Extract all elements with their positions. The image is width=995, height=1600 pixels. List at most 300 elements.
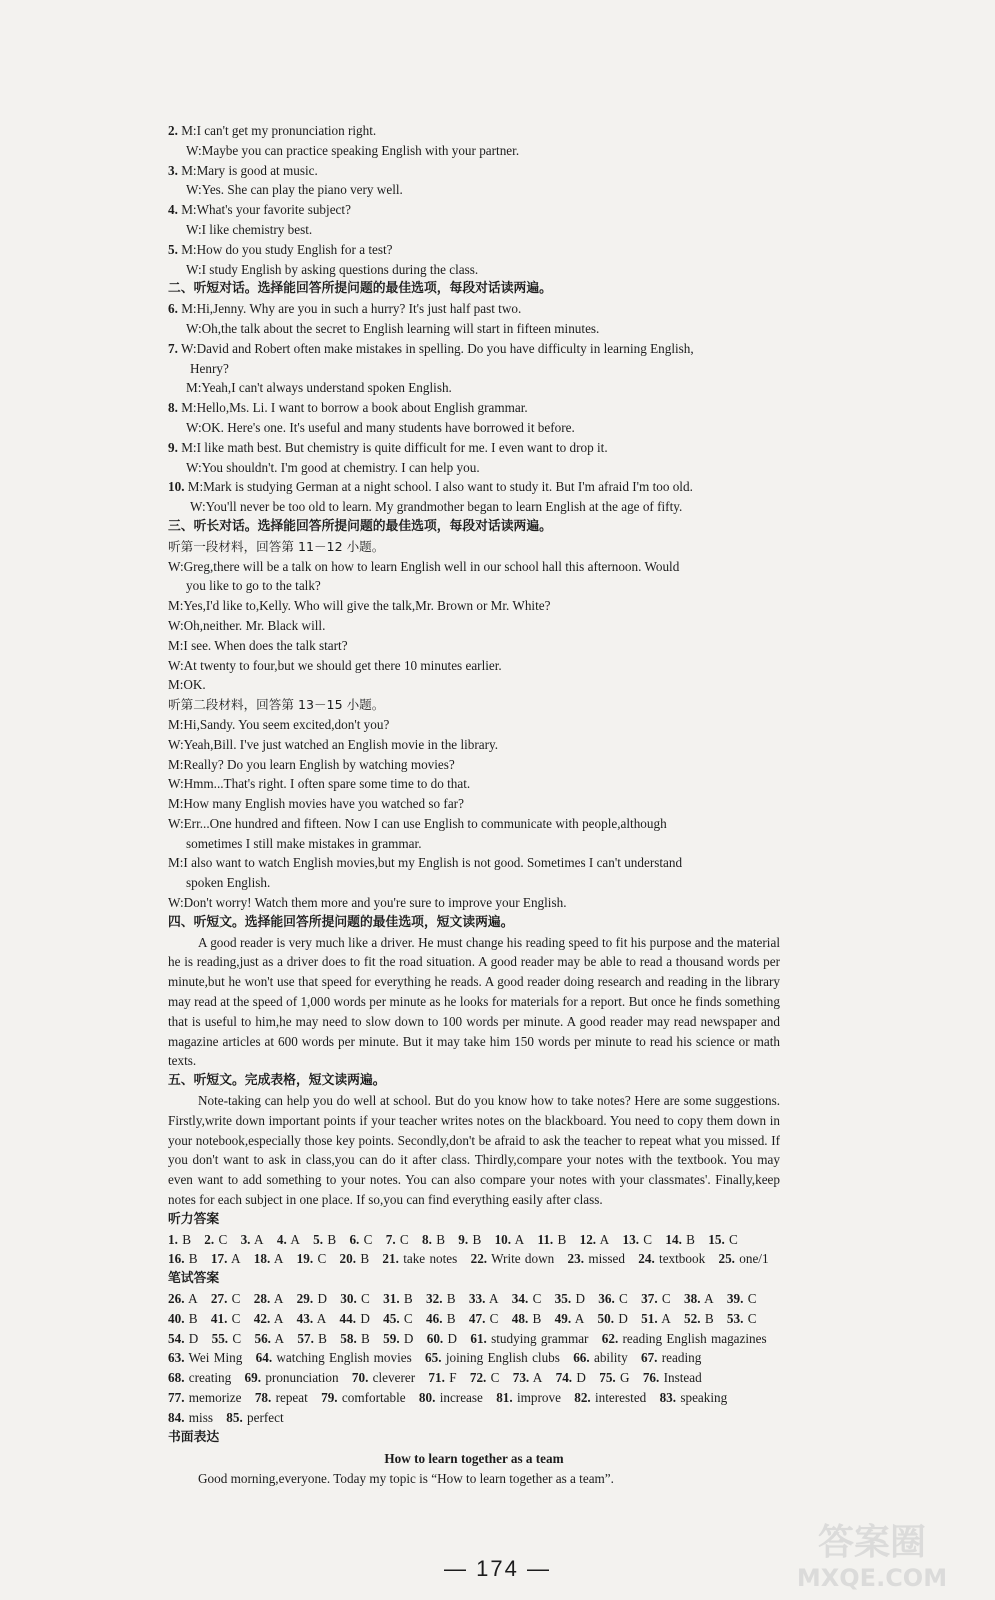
answer-number: 43.	[296, 1310, 314, 1326]
answer-number: 1.	[168, 1231, 178, 1247]
answer-value: reading	[661, 1350, 702, 1366]
answer-item	[641, 1350, 701, 1365]
answer-item	[469, 1291, 499, 1306]
answer-value: A	[661, 1310, 671, 1326]
answer-number: 56.	[254, 1330, 271, 1346]
answer-item	[537, 1232, 566, 1247]
essay-first-line: Good morning,everyone. Today my topic is “How to learn together as a team”.	[198, 1471, 614, 1487]
answer-value: C	[747, 1310, 757, 1326]
watermark-cn: 答案圈	[817, 1522, 927, 1563]
answer-item	[428, 1370, 456, 1385]
answer-value: C	[490, 1370, 500, 1386]
line-text: W:Don't worry! Watch them more and you're sure to improve your English.	[168, 895, 567, 911]
answer-value: A	[254, 1231, 264, 1247]
line-text: W:Yeah,Bill. I've just watched an English movie in the library.	[168, 736, 499, 752]
question-number: 10.	[168, 479, 185, 495]
watermark-logo	[767, 1512, 977, 1592]
question-number: 2.	[168, 123, 178, 138]
line-text: spoken English.	[186, 875, 271, 891]
answer-number: 7.	[385, 1231, 396, 1247]
answer-number: 39.	[726, 1291, 744, 1307]
answer-number: 34.	[511, 1291, 529, 1307]
answer-item	[555, 1311, 585, 1326]
answer-item	[168, 1251, 198, 1266]
question-number: 3.	[168, 162, 178, 178]
transcript-line	[168, 398, 780, 418]
answer-item	[226, 1410, 283, 1425]
answer-item	[241, 1232, 264, 1247]
line-text: M:I also want to watch English movies,but my English is not good. Sometimes I can't understand	[168, 855, 683, 871]
answer-value: joining English clubs	[445, 1350, 560, 1366]
transcript-line	[168, 240, 780, 260]
answer-item	[340, 1331, 370, 1346]
answer-value: B	[472, 1231, 482, 1247]
answer-item	[168, 1410, 213, 1425]
answer-item	[212, 1331, 242, 1346]
answer-item	[352, 1370, 415, 1385]
answer-number: 51.	[641, 1310, 658, 1326]
answer-item	[470, 1331, 588, 1346]
answer-item	[684, 1311, 714, 1326]
transcript-line	[168, 735, 780, 755]
question-number: 4.	[168, 202, 178, 218]
answer-value: C	[361, 1291, 370, 1307]
answer-item	[168, 1370, 231, 1385]
answer-item	[211, 1291, 241, 1306]
answer-item	[254, 1311, 284, 1326]
answer-value: C	[532, 1291, 542, 1307]
answer-item	[426, 1311, 456, 1326]
transcript-line	[168, 853, 780, 873]
answer-value: C	[218, 1231, 228, 1247]
answer-number: 48.	[511, 1310, 529, 1326]
answer-item	[255, 1390, 308, 1405]
answer-item	[254, 1291, 284, 1306]
answer-value: B	[182, 1231, 191, 1247]
watermark-url: MXQE.COM	[796, 1564, 948, 1592]
answer-value: creating	[188, 1370, 232, 1386]
transcript-line	[168, 477, 780, 497]
answer-value: B	[686, 1231, 695, 1247]
line-text: 三、听长对话。选择能回答所提问题的最佳选项，每段对话读两遍。	[168, 518, 552, 534]
answer-number: 61.	[470, 1330, 487, 1346]
answer-number: 54.	[168, 1330, 185, 1346]
answer-value: Write down	[491, 1251, 555, 1267]
line-text: sometimes I still make mistakes in grammar.	[186, 835, 422, 851]
answer-value: D	[360, 1310, 370, 1326]
answer-number: 14.	[665, 1231, 682, 1247]
transcript-line	[168, 616, 780, 636]
answer-value: A	[316, 1310, 327, 1326]
answer-item	[211, 1311, 241, 1326]
answer-value: miss	[188, 1409, 213, 1425]
answer-item	[580, 1232, 610, 1247]
answer-number: 38.	[684, 1291, 701, 1307]
transcript-line	[168, 576, 780, 596]
answer-item	[340, 1311, 370, 1326]
answer-number: 20.	[339, 1251, 357, 1267]
essay-title: How to learn together as a team	[384, 1451, 564, 1467]
answer-value: studying grammar	[491, 1330, 589, 1346]
answer-number: 76.	[642, 1370, 660, 1386]
answer-number: 41.	[210, 1310, 228, 1326]
answer-number: 12.	[579, 1231, 597, 1247]
answer-number: 40.	[168, 1310, 185, 1326]
answer-value: A	[273, 1291, 284, 1307]
answer-item	[427, 1331, 457, 1346]
answer-number: 19.	[296, 1251, 314, 1267]
answer-item	[321, 1390, 406, 1405]
answer-value: F	[449, 1370, 457, 1386]
answer-item	[383, 1291, 413, 1306]
transcript-line	[168, 695, 780, 715]
answer-value: comfortable	[341, 1390, 406, 1405]
answer-value: memorize	[188, 1390, 242, 1405]
answer-number: 42.	[253, 1310, 271, 1326]
line-text: 四、听短文。选择能回答所提问题的最佳选项，短文读两遍。	[168, 914, 514, 930]
answer-number: 2.	[204, 1231, 215, 1247]
transcript-line	[168, 339, 780, 359]
line-text: W:Maybe you can practice speaking English with your partner.	[186, 142, 520, 158]
transcript-line	[168, 200, 780, 220]
line-text: W:At twenty to four,but we should get there 10 minutes earlier.	[168, 657, 502, 673]
transcript-line	[168, 774, 780, 794]
answer-number: 80.	[418, 1390, 436, 1405]
answer-number: 28.	[253, 1291, 271, 1307]
answer-item	[254, 1251, 284, 1266]
line-text: W:Hmm...That's right. I often spare some time to do that.	[168, 776, 471, 792]
transcript-line	[168, 458, 780, 478]
answer-number: 47.	[468, 1310, 486, 1326]
line-text: 听第二段材料，回答第 13－15 小题。	[168, 697, 385, 713]
transcript-line	[168, 378, 780, 398]
answer-value: D	[317, 1291, 327, 1307]
answer-number: 35.	[554, 1291, 572, 1307]
answer-number: 57.	[297, 1330, 314, 1346]
answer-number: 18.	[253, 1251, 271, 1267]
answer-value: improve	[516, 1390, 561, 1405]
answer-value: B	[327, 1231, 337, 1247]
answer-number: 33.	[468, 1291, 486, 1307]
answer-item	[708, 1232, 738, 1247]
answer-item	[512, 1291, 542, 1306]
answer-value: C	[317, 1251, 327, 1267]
answer-number: 72.	[469, 1370, 487, 1386]
transcript-line	[168, 755, 780, 775]
line-text: 二、听短对话。选择能回答所提问题的最佳选项，每段对话读两遍。	[168, 281, 552, 297]
answer-item	[727, 1311, 757, 1326]
line-text: W:I like chemistry best.	[186, 221, 313, 237]
question-number: 7.	[168, 340, 178, 356]
line-text: M:OK.	[168, 677, 206, 693]
answer-value: A	[488, 1291, 499, 1307]
answer-value: A	[574, 1310, 585, 1326]
transcript-line	[168, 675, 780, 695]
answer-value: one/1	[739, 1251, 769, 1267]
transcript-line	[168, 517, 780, 537]
answer-value: Instead	[663, 1370, 702, 1386]
answer-number: 81.	[496, 1390, 513, 1405]
answer-item	[638, 1251, 705, 1266]
answer-number: 65.	[425, 1350, 442, 1366]
answer-number: 46.	[426, 1310, 443, 1326]
transcript-line	[168, 438, 780, 458]
answer-number: 36.	[598, 1291, 615, 1307]
answer-number: 5.	[313, 1231, 324, 1247]
answer-number: 3.	[240, 1231, 251, 1247]
answer-item	[297, 1311, 327, 1326]
answer-item	[512, 1311, 542, 1326]
answer-number: 10.	[494, 1231, 512, 1247]
answer-value: C	[403, 1310, 413, 1326]
line-text: M:Mary is good at music.	[177, 162, 318, 178]
line-text: W:I study English by asking questions during the class.	[186, 261, 479, 277]
transcript-line	[168, 141, 780, 161]
answer-item	[383, 1311, 413, 1326]
answer-number: 25.	[718, 1251, 735, 1267]
line-text: W:You'll never be too old to learn. My grandmother began to learn English at the age of fifty.	[190, 499, 683, 515]
answer-item	[168, 1350, 242, 1365]
answer-item	[254, 1331, 284, 1346]
answer-value: D	[576, 1370, 586, 1386]
answer-item	[513, 1370, 543, 1385]
answer-number: 67.	[640, 1350, 658, 1366]
answer-value: D	[575, 1291, 585, 1307]
answer-item	[684, 1291, 714, 1306]
line-text: W:David and Robert often make mistakes in spelling. Do you have difficulty in learning English,	[177, 340, 694, 356]
question-number: 5.	[168, 241, 178, 257]
answer-value: watching English movies	[276, 1350, 412, 1366]
answer-item	[602, 1331, 767, 1346]
answer-value: B	[188, 1310, 198, 1326]
answer-value: B	[446, 1291, 456, 1307]
transcript-line	[168, 636, 780, 656]
answer-value: C	[619, 1291, 628, 1307]
transcript-line	[168, 596, 780, 616]
answer-number: 13.	[622, 1231, 639, 1247]
answer-value: A	[274, 1330, 285, 1346]
line-text: M:I can't get my pronunciation right.	[177, 123, 377, 138]
answer-number: 4.	[276, 1231, 287, 1247]
answer-item	[426, 1291, 456, 1306]
answer-number: 21.	[382, 1251, 399, 1267]
answer-number: 15.	[708, 1231, 725, 1247]
answer-number: 49.	[554, 1310, 572, 1326]
answer-item	[573, 1350, 627, 1365]
line-text: W:Oh,neither. Mr. Black will.	[168, 617, 326, 633]
answer-number: 62.	[601, 1330, 619, 1346]
answer-number: 45.	[383, 1310, 400, 1326]
answer-item	[168, 1291, 198, 1306]
answer-number: 29.	[296, 1291, 314, 1307]
answer-value: C	[643, 1231, 653, 1247]
answer-item	[211, 1251, 241, 1266]
answer-value: C	[231, 1291, 241, 1307]
answer-item	[599, 1370, 629, 1385]
answer-value: B	[436, 1231, 445, 1247]
transcript-line	[168, 913, 780, 933]
answer-number: 75.	[599, 1370, 616, 1386]
page-number: — 174 —	[444, 1556, 551, 1581]
transcript-line	[168, 359, 780, 379]
question-number: 6.	[168, 301, 178, 317]
answer-value: interested	[595, 1390, 647, 1405]
answer-number: 11.	[537, 1231, 554, 1247]
answer-number: 77.	[168, 1390, 185, 1405]
answer-value: B	[446, 1310, 456, 1326]
line-text: M:I like math best. But chemistry is quite difficult for me. I even want to drop it.	[177, 439, 608, 455]
answer-value: C	[729, 1231, 738, 1247]
line-text: W:You shouldn't. I'm good at chemistry. I can help you.	[186, 459, 480, 475]
answer-item	[556, 1370, 586, 1385]
answer-value: C	[363, 1231, 373, 1247]
line-text: M:Mark is studying German at a night school. I also want to study it. But I'm afraid I'm too old.	[184, 479, 693, 495]
line-text: W:Yes. She can play the piano very well.	[186, 182, 403, 198]
answer-value: C	[747, 1291, 757, 1307]
answer-number: 32.	[426, 1291, 443, 1307]
answer-number: 78.	[254, 1390, 272, 1405]
answer-value: A	[273, 1310, 284, 1326]
answer-value: A	[290, 1231, 300, 1247]
answer-number: 74.	[555, 1370, 573, 1386]
answer-number: 17.	[210, 1251, 228, 1267]
answer-item	[469, 1311, 499, 1326]
answer-item	[598, 1311, 628, 1326]
line-text: Henry?	[190, 360, 229, 376]
answer-number: 69.	[244, 1370, 262, 1386]
answer-value: G	[620, 1370, 630, 1386]
answer-item	[660, 1390, 728, 1405]
transcript-line	[168, 161, 780, 181]
answer-number: 79.	[321, 1390, 338, 1405]
answer-value: perfect	[247, 1409, 284, 1425]
answer-value: A	[532, 1370, 543, 1386]
answer-number: 59.	[383, 1330, 400, 1346]
transcript-line	[168, 814, 780, 834]
line-text: M:Hi,Sandy. You seem excited,don't you?	[168, 716, 390, 732]
answer-item	[419, 1390, 483, 1405]
answer-number: 64.	[255, 1350, 273, 1366]
written-answers	[168, 1289, 780, 1428]
answer-item	[574, 1390, 646, 1405]
listening-answers	[168, 1230, 780, 1270]
writing-heading: 书面表达	[168, 1429, 220, 1445]
transcript-line	[168, 260, 780, 280]
answer-number: 70.	[351, 1370, 369, 1386]
transcript-lines	[168, 121, 780, 933]
passage-note-taking: Note-taking can help you do well at school. But do you know how to take notes? Here are some suggestions. Firstly,write down important points if your teacher writes notes on the blackboard. You need to copy them down in your notebook,especially those key points. Secondly,don't be afraid to ask the teacher to repeat what you missed. If you don't want to ask in class,you can do it after class. Thirdly,compare your notes with the textbook. You may even want to add something to your notes. You can also compare your notes with your classmates'. Finally,keep notes for each subject in one place. If so,you can find everything easily after class.	[168, 1093, 780, 1208]
answer-value: D	[188, 1330, 199, 1346]
answer-number: 58.	[340, 1330, 357, 1346]
question-number: 8.	[168, 400, 178, 416]
answer-item	[277, 1232, 300, 1247]
answer-item	[297, 1291, 327, 1306]
answer-item	[422, 1232, 445, 1247]
answer-item	[313, 1232, 336, 1247]
answer-value: C	[232, 1330, 242, 1346]
line-text: M:Hi,Jenny. Why are you in such a hurry? It's just half past two.	[177, 301, 522, 317]
line-text: W:Err...One hundred and fifteen. Now I can use English to communicate with people,although	[168, 815, 667, 831]
answer-number: 37.	[641, 1291, 658, 1307]
answer-item	[425, 1350, 560, 1365]
answer-item	[168, 1390, 242, 1405]
line-text: you like to go to the talk?	[186, 578, 321, 594]
transcript-line	[168, 121, 780, 141]
answer-value: A	[273, 1251, 284, 1267]
answer-number: 9.	[458, 1231, 469, 1247]
section-five-heading: 五、听短文。完成表格，短文读两遍。	[168, 1073, 386, 1089]
answer-item	[168, 1331, 198, 1346]
answer-value: A	[599, 1231, 610, 1247]
answer-number: 82.	[574, 1390, 591, 1405]
answer-value: B	[360, 1251, 370, 1267]
answer-value: C	[231, 1310, 241, 1326]
answer-item	[382, 1251, 457, 1266]
answer-number: 24.	[638, 1251, 655, 1267]
answer-item	[204, 1232, 227, 1247]
answer-number: 55.	[211, 1330, 229, 1346]
transcript-line	[168, 794, 780, 814]
answer-value: D	[618, 1310, 628, 1326]
answer-item	[643, 1370, 702, 1385]
answer-item	[665, 1232, 695, 1247]
answer-number: 85.	[226, 1409, 243, 1425]
answer-number: 66.	[573, 1350, 590, 1366]
answer-item	[340, 1251, 370, 1266]
question-number: 9.	[168, 439, 178, 455]
answer-value: repeat	[275, 1390, 308, 1405]
answer-value: pronunciation	[265, 1370, 339, 1386]
answer-value: B	[318, 1330, 327, 1346]
page-content	[168, 121, 780, 1489]
answer-item	[297, 1251, 327, 1266]
answer-item	[727, 1291, 757, 1306]
answer-item	[297, 1331, 327, 1346]
line-text: M:Yeah,I can't always understand spoken English.	[186, 380, 452, 396]
answer-value: take notes	[403, 1251, 458, 1267]
answer-value: D	[447, 1330, 458, 1346]
listening-answers-heading: 听力答案	[168, 1211, 220, 1227]
answer-value: missed	[588, 1251, 625, 1267]
line-text: M:How many English movies have you watched so far?	[168, 796, 464, 812]
transcript-line	[168, 497, 780, 517]
answer-number: 83.	[659, 1390, 677, 1405]
answer-item	[641, 1311, 671, 1326]
transcript-line	[168, 418, 780, 438]
answer-number: 6.	[349, 1231, 360, 1247]
answer-number: 16.	[168, 1251, 185, 1267]
answer-number: 23.	[567, 1251, 585, 1267]
answer-value: A	[188, 1291, 198, 1307]
answer-item	[458, 1232, 481, 1247]
line-text: M:How do you study English for a test?	[177, 241, 393, 257]
answer-number: 63.	[168, 1350, 185, 1366]
answer-value: C	[661, 1291, 671, 1307]
answer-item	[383, 1331, 413, 1346]
answer-number: 44.	[339, 1310, 357, 1326]
answer-item	[623, 1232, 653, 1247]
transcript-line	[168, 279, 780, 299]
answer-value: Wei Ming	[188, 1350, 243, 1366]
answer-number: 71.	[428, 1370, 445, 1386]
answer-item	[245, 1370, 339, 1385]
answer-number: 50.	[597, 1310, 615, 1326]
answer-item	[471, 1251, 555, 1266]
answer-item	[641, 1291, 671, 1306]
answer-number: 31.	[383, 1291, 400, 1307]
answer-value: B	[361, 1330, 370, 1346]
line-text: 听第一段材料，回答第 11－12 小题。	[168, 538, 385, 554]
